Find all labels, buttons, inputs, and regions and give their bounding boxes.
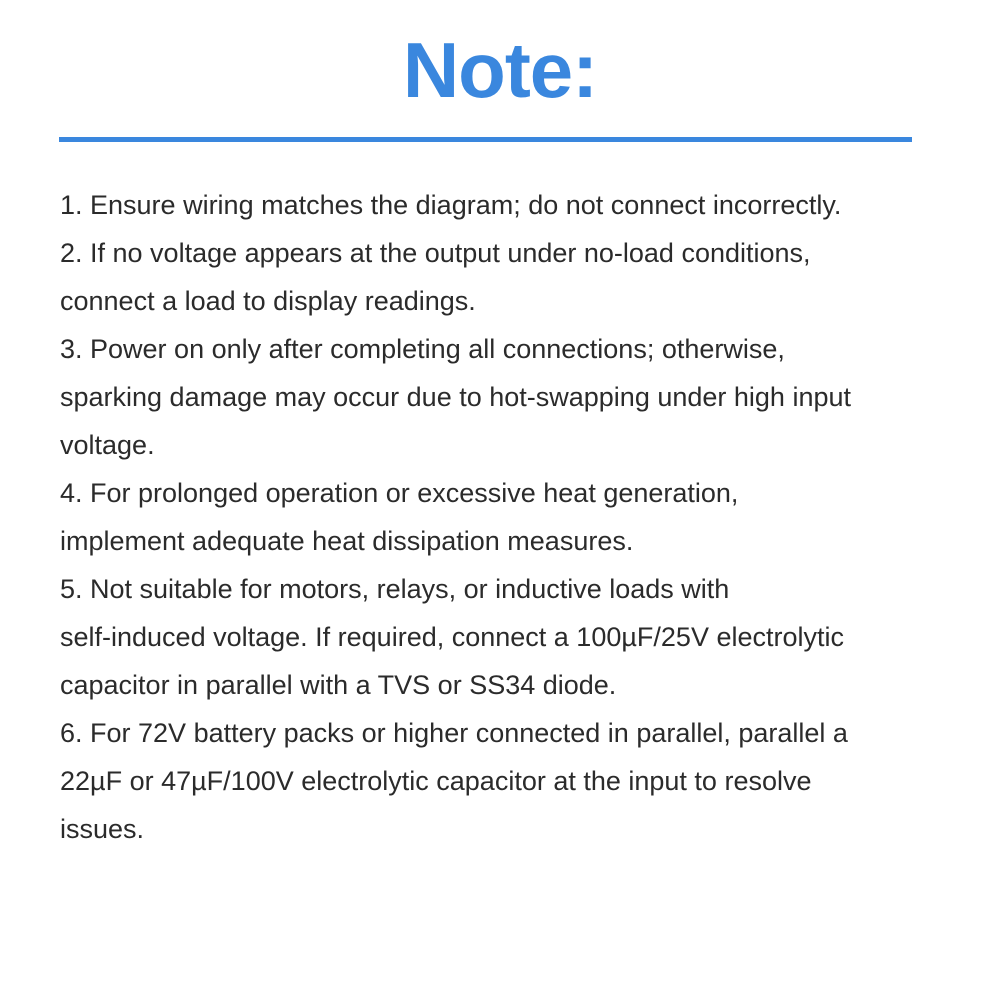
note-6-line-3: issues. xyxy=(60,814,145,844)
title-divider xyxy=(59,137,912,142)
note-4-line-1: 4. For prolonged operation or excessive heat generation, xyxy=(60,478,739,508)
note-5-line-2: self-induced voltage. If required, connect a 100µF/25V electrolytic xyxy=(60,622,844,652)
note-3-line-2: sparking damage may occur due to hot-swapping under high input xyxy=(60,382,851,412)
note-3-line-3: voltage. xyxy=(60,430,155,460)
note-6-line-1: 6. For 72V battery packs or higher connected in parallel, parallel a xyxy=(60,718,848,748)
note-4-line-2: implement adequate heat dissipation measures. xyxy=(60,526,634,556)
page-title: Note: xyxy=(402,26,598,114)
note-6-line-2: 22µF or 47µF/100V electrolytic capacitor at the input to resolve xyxy=(60,766,812,796)
note-5-line-1: 5. Not suitable for motors, relays, or inductive loads with xyxy=(60,574,730,604)
note-3-line-1: 3. Power on only after completing all connections; otherwise, xyxy=(60,334,785,364)
note-2-line-2: connect a load to display readings. xyxy=(60,286,476,316)
note-2-line-1: 2. If no voltage appears at the output under no-load conditions, xyxy=(60,238,811,268)
note-5-line-3: capacitor in parallel with a TVS or SS34 diode. xyxy=(60,670,617,700)
notes-list xyxy=(60,181,950,853)
note-1-line-1: 1. Ensure wiring matches the diagram; do not connect incorrectly. xyxy=(60,190,842,220)
